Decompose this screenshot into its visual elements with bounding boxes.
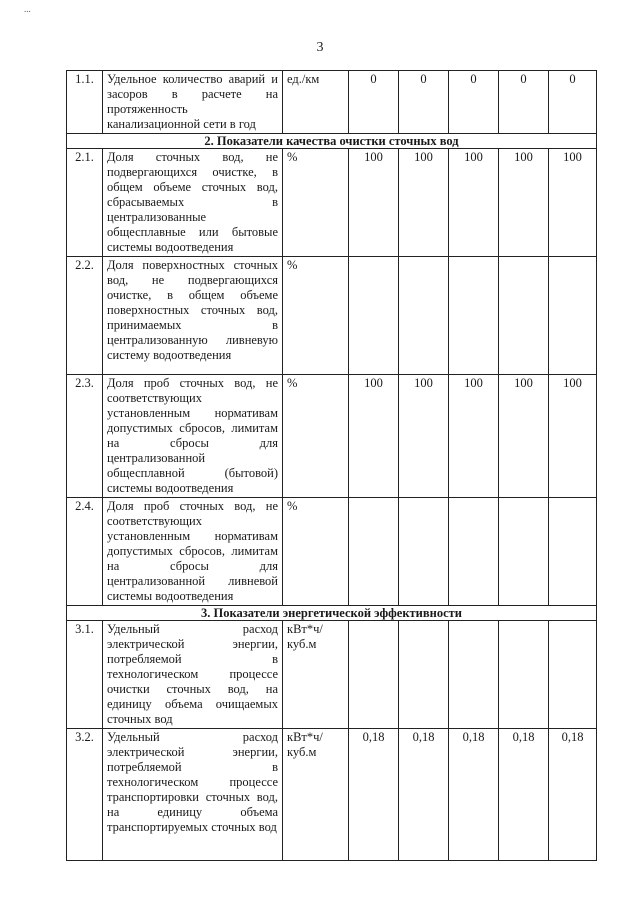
indicator-value: 100 — [549, 149, 597, 257]
indicator-value: 100 — [549, 375, 597, 498]
indicator-unit: кВт*ч/ куб.м — [283, 621, 349, 729]
indicator-value: 0,18 — [499, 729, 549, 861]
section-title: 3. Показатели энергетической эффективности — [67, 606, 597, 621]
indicator-value — [349, 621, 399, 729]
section-header-row — [67, 134, 597, 149]
indicator-value — [499, 498, 549, 606]
indicator-unit: % — [283, 375, 349, 498]
indicator-number: 1.1. — [67, 71, 103, 134]
indicator-value — [349, 498, 399, 606]
indicator-row — [67, 729, 597, 861]
indicator-unit: ед./км — [283, 71, 349, 134]
indicator-value: 100 — [399, 149, 449, 257]
indicator-number: 2.2. — [67, 257, 103, 375]
indicator-value: 0 — [449, 71, 499, 134]
indicator-value: 100 — [349, 149, 399, 257]
indicator-description: Удельный расход электрической энергии, потребляемой в технологическом процессе очистки сточных вод, на единицу объема очищаемых сточных вод — [103, 621, 283, 729]
indicator-row — [67, 375, 597, 498]
indicator-value: 100 — [499, 375, 549, 498]
indicator-unit: % — [283, 149, 349, 257]
indicator-value — [549, 257, 597, 375]
indicator-number: 3.1. — [67, 621, 103, 729]
indicator-value: 0 — [549, 71, 597, 134]
indicator-description: Доля поверхностных сточных вод, не подвергающихся очистке, в общем объеме поверхностных сточных вод, принимаемых в централизованную ливневую систему водоотведения — [103, 257, 283, 375]
indicator-row — [67, 498, 597, 606]
indicator-value — [399, 621, 449, 729]
indicator-value — [349, 257, 399, 375]
indicator-row — [67, 257, 597, 375]
indicator-value: 100 — [499, 149, 549, 257]
indicator-description: Удельный расход электрической энергии, потребляемой в технологическом процессе транспортировки сточных вод, на единицу объема транспортируемых сточных вод — [103, 729, 283, 861]
indicator-value — [499, 257, 549, 375]
indicator-number: 2.1. — [67, 149, 103, 257]
indicator-value: 0 — [399, 71, 449, 134]
indicators-table — [66, 70, 597, 861]
indicators-table-body — [67, 71, 597, 861]
indicator-value — [449, 257, 499, 375]
indicator-unit: кВт*ч/ куб.м — [283, 729, 349, 861]
indicator-row — [67, 621, 597, 729]
indicator-value — [399, 257, 449, 375]
indicator-row — [67, 149, 597, 257]
indicator-description: Удельное количество аварий и засоров в расчете на протяженность канализационной сети в год — [103, 71, 283, 134]
indicator-value: 100 — [449, 149, 499, 257]
section-header-row — [67, 606, 597, 621]
indicator-value — [549, 498, 597, 606]
indicator-value: 100 — [449, 375, 499, 498]
indicator-unit: % — [283, 257, 349, 375]
scan-mark: ... — [24, 4, 31, 14]
indicator-row — [67, 71, 597, 134]
indicator-number: 2.3. — [67, 375, 103, 498]
indicator-number: 3.2. — [67, 729, 103, 861]
indicator-value: 0 — [349, 71, 399, 134]
indicator-value — [399, 498, 449, 606]
indicator-value: 100 — [349, 375, 399, 498]
indicator-description: Доля проб сточных вод, не соответствующих установленным нормативам допустимых сбросов, лимитам на сбросы для централизованной ливневой системы водоотведения — [103, 498, 283, 606]
indicator-value: 0,18 — [449, 729, 499, 861]
indicator-value: 0,18 — [399, 729, 449, 861]
indicator-value: 0 — [499, 71, 549, 134]
indicator-description: Доля проб сточных вод, не соответствующих установленным нормативам допустимых сбросов, лимитам на сбросы для централизованной общесплавной (бытовой) системы водоотведения — [103, 375, 283, 498]
indicator-value — [449, 498, 499, 606]
indicator-value — [549, 621, 597, 729]
indicator-value — [499, 621, 549, 729]
indicator-value: 0,18 — [349, 729, 399, 861]
indicator-value: 100 — [399, 375, 449, 498]
indicator-value: 0,18 — [549, 729, 597, 861]
indicator-unit: % — [283, 498, 349, 606]
indicator-number: 2.4. — [67, 498, 103, 606]
section-title: 2. Показатели качества очистки сточных вод — [67, 134, 597, 149]
indicator-description: Доля сточных вод, не подвергающихся очистке, в общем объеме сточных вод, сбрасываемых в централизованные общесплавные или бытовые системы водоотведения — [103, 149, 283, 257]
page-number: 3 — [316, 40, 324, 55]
indicator-value — [449, 621, 499, 729]
